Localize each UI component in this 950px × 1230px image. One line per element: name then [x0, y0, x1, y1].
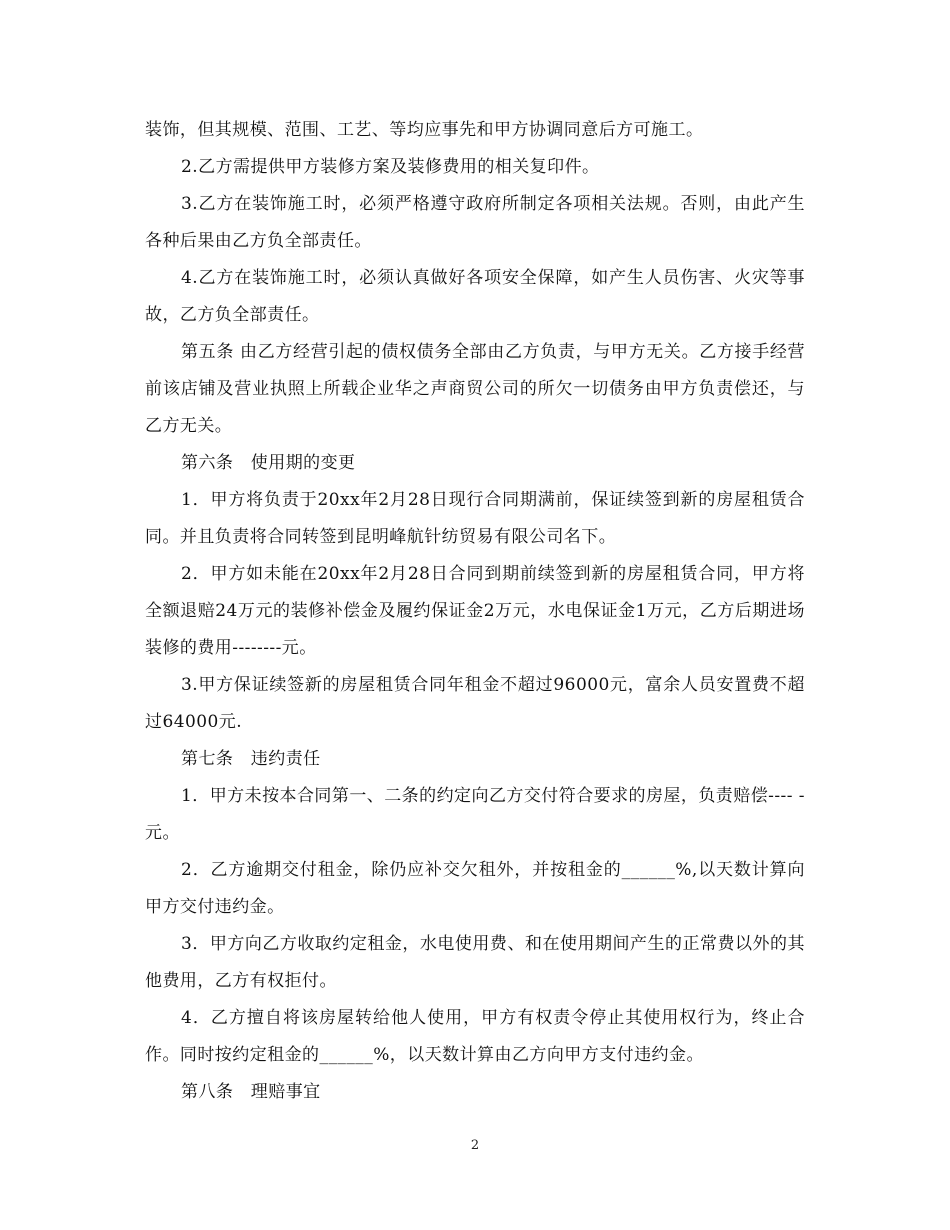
paragraph: 3.甲方保证续签新的房屋租赁合同年租金不超过96000元，富余人员安置费不超过64000元. [145, 675, 805, 732]
page-number: 2 [470, 1138, 480, 1153]
section-heading: 第六条 使用期的变更 [181, 453, 356, 473]
paragraph: 4.乙方在装饰施工时，必须认真做好各项安全保障，如产生人员伤害、火灾等事故，乙方负全部责任。 [145, 268, 805, 325]
paragraph: 装饰，但其规模、范围、工艺、等均应事先和甲方协调同意后方可施工。 [145, 120, 704, 140]
paragraph: 1．甲方未按本合同第一、二条的约定向乙方交付符合要求的房屋，负责赔偿---- -元。 [145, 786, 805, 843]
paragraph: 第五条 由乙方经营引起的债权债务全部由乙方负责，与甲方无关。乙方接手经营前该店铺及营业执照上所载企业华之声商贸公司的所欠一切债务由甲方负责偿还，与乙方无关。 [145, 342, 805, 436]
section-heading: 第七条 违约责任 [181, 749, 321, 769]
paragraph: 4．乙方擅自将该房屋转给他人使用，甲方有权责令停止其使用权行为，终止合作。同时按约定租金的______%，以天数计算由乙方向甲方支付违约金。 [145, 1008, 805, 1065]
paragraph: 3.乙方在装饰施工时，必须严格遵守政府所制定各项相关法规。否则，由此产生各种后果由乙方负全部责任。 [145, 194, 805, 251]
document-body [145, 112, 805, 1111]
paragraph: 1．甲方将负责于20xx年2月28日现行合同期满前，保证续签到新的房屋租赁合同。并且负责将合同转签到昆明峰航针纺贸易有限公司名下。 [145, 490, 805, 547]
paragraph: 2．甲方如未能在20xx年2月28日合同到期前续签到新的房屋租赁合同，甲方将全额退赔24万元的装修补偿金及履约保证金2万元，水电保证金1万元，乙方后期进场装修的费用--------元。 [145, 564, 805, 658]
paragraph: 3．甲方向乙方收取约定租金，水电使用费、和在使用期间产生的正常费以外的其他费用，乙方有权拒付。 [145, 934, 805, 991]
section-heading: 第八条 理赔事宜 [181, 1082, 321, 1102]
paragraph: 2.乙方需提供甲方装修方案及装修费用的相关复印件。 [181, 157, 600, 177]
paragraph: 2．乙方逾期交付租金，除仍应补交欠租外，并按租金的______%,以天数计算向甲方交付违约金。 [145, 860, 805, 917]
